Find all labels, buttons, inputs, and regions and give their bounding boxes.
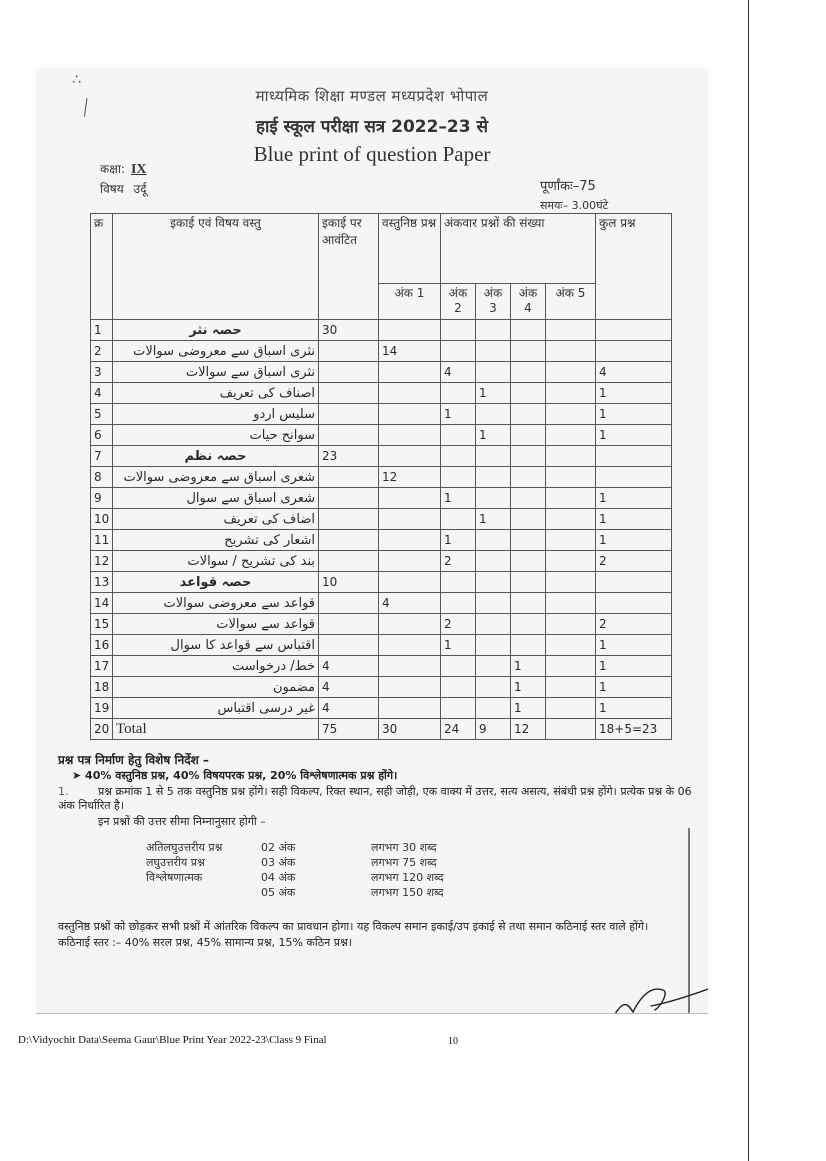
row-topic: مضمون xyxy=(113,677,319,698)
table-row xyxy=(91,677,672,698)
blueprint-table xyxy=(90,213,672,740)
table-row xyxy=(91,320,672,341)
row-number: 16 xyxy=(91,635,113,656)
row-mark-2: 2 xyxy=(441,614,476,635)
table-row xyxy=(91,593,672,614)
row-number: 8 xyxy=(91,467,113,488)
row-allotted xyxy=(319,509,379,530)
class-line xyxy=(100,160,147,178)
row-objective xyxy=(379,446,441,467)
exam-session: हाई स्कूल परीक्षा सत्र 2022–23 से xyxy=(255,117,488,137)
row-mark-5 xyxy=(546,341,596,362)
row-objective xyxy=(379,383,441,404)
row-mark-3 xyxy=(476,677,511,698)
instruction-bullet: ➤ 40% वस्तुनिष्ठ प्रश्न, 40% विषयपरक प्रश्न, 20% विश्लेषणात्मक प्रश्न होंगे। xyxy=(72,769,398,782)
row-mark-4 xyxy=(511,425,546,446)
table-row xyxy=(91,467,672,488)
instruction-1 xyxy=(58,785,698,813)
row-mark-5 xyxy=(546,446,596,467)
row-total: 1 xyxy=(596,656,672,677)
row-total: 1 xyxy=(596,530,672,551)
row-objective: 4 xyxy=(379,593,441,614)
row-topic: قواعد سے معروضی سوالات xyxy=(113,593,319,614)
table-row xyxy=(91,656,672,677)
row-mark-5 xyxy=(546,656,596,677)
row-number: 4 xyxy=(91,383,113,404)
instructions xyxy=(58,753,698,831)
row-allotted: 4 xyxy=(319,677,379,698)
row-topic: حصہ قواعد xyxy=(113,572,319,593)
row-objective: 12 xyxy=(379,467,441,488)
row-mark-2 xyxy=(441,698,476,719)
class-label: कक्षा: xyxy=(100,162,125,176)
row-number: 17 xyxy=(91,656,113,677)
row-objective: 30 xyxy=(379,719,441,740)
row-mark-2 xyxy=(441,446,476,467)
table-row xyxy=(91,404,672,425)
row-mark-2 xyxy=(441,509,476,530)
exam-time: समयः– 3.00घंटे xyxy=(540,199,609,212)
row-topic: شعری اسباق سے سوال xyxy=(113,488,319,509)
row-mark-3: 9 xyxy=(476,719,511,740)
row-mark-4 xyxy=(511,446,546,467)
limit-row xyxy=(146,870,491,885)
instruction-1-index: 1. xyxy=(58,785,69,798)
row-mark-4: 1 xyxy=(511,698,546,719)
table-row xyxy=(91,425,672,446)
scan-mark-icon: ╲ xyxy=(77,99,94,117)
row-mark-2: 1 xyxy=(441,404,476,425)
row-total xyxy=(596,446,672,467)
row-objective xyxy=(379,635,441,656)
row-mark-3 xyxy=(476,572,511,593)
row-number: 5 xyxy=(91,404,113,425)
row-mark-3 xyxy=(476,551,511,572)
row-number: 14 xyxy=(91,593,113,614)
scan-mark-icon: ∴ xyxy=(72,72,81,88)
row-topic: غیر درسی اقتباس xyxy=(113,698,319,719)
limit-words: लगभग 75 शब्द xyxy=(371,856,437,869)
row-topic: نثری اسباق سے سوالات xyxy=(113,362,319,383)
row-mark-3 xyxy=(476,341,511,362)
table-row xyxy=(91,614,672,635)
row-mark-2 xyxy=(441,593,476,614)
table-row xyxy=(91,635,672,656)
row-number: 1 xyxy=(91,320,113,341)
row-allotted: 4 xyxy=(319,656,379,677)
max-marks: पूर्णांकः–75 xyxy=(540,179,596,194)
row-topic: سلیس اردو xyxy=(113,404,319,425)
row-mark-2 xyxy=(441,677,476,698)
limit-marks: 04 अंक xyxy=(261,871,296,884)
row-topic: اقتباس سے قواعد کا سوال xyxy=(113,635,319,656)
row-mark-4 xyxy=(511,614,546,635)
subject-label: विषय xyxy=(100,182,124,196)
limits-intro: इन प्रश्नों की उत्तर सीमा निम्नानुसार होगी – xyxy=(98,815,266,828)
page-number: 10 xyxy=(448,1036,458,1047)
row-total: 1 xyxy=(596,677,672,698)
table-row xyxy=(91,698,672,719)
row-total: 18+5=23 xyxy=(596,719,672,740)
row-allotted: 75 xyxy=(319,719,379,740)
row-mark-4: 1 xyxy=(511,656,546,677)
table-row xyxy=(91,362,672,383)
file-path: D:\Vidyochit Data\Seema Gaur\Blue Print Year 2022-23\Class 9 Final xyxy=(18,1034,327,1046)
limit-type xyxy=(146,885,261,900)
row-topic: اصناف کی تعریف xyxy=(113,383,319,404)
table-row xyxy=(91,572,672,593)
row-number: 13 xyxy=(91,572,113,593)
row-mark-3 xyxy=(476,698,511,719)
instruction-2: वस्तुनिष्ठ प्रश्नों को छोड़कर सभी प्रश्नों में आंतरिक विकल्प का प्रावधान होगा। यह विकल्प समान इकाई/उप इकाई से तथा समान कठिनाई स्तर वाले होंगे। xyxy=(58,920,649,933)
row-topic: اشعار کی تشریح xyxy=(113,530,319,551)
row-topic: حصہ نظم xyxy=(113,446,319,467)
row-total: 4 xyxy=(596,362,672,383)
row-mark-5 xyxy=(546,614,596,635)
row-mark-3 xyxy=(476,446,511,467)
row-allotted xyxy=(319,362,379,383)
table-row xyxy=(91,530,672,551)
scanned-document xyxy=(36,68,708,1014)
header-mark-5: अंक 5 xyxy=(546,284,596,320)
row-allotted xyxy=(319,383,379,404)
row-objective xyxy=(379,698,441,719)
row-objective xyxy=(379,530,441,551)
row-objective: 14 xyxy=(379,341,441,362)
row-mark-5 xyxy=(546,362,596,383)
row-number: 19 xyxy=(91,698,113,719)
row-allotted xyxy=(319,341,379,362)
header-objective: वस्तुनिष्ठ प्रश्न xyxy=(379,214,441,284)
row-number: 20 xyxy=(91,719,113,740)
row-objective xyxy=(379,425,441,446)
row-mark-4 xyxy=(511,341,546,362)
document-title: Blue print of question Paper xyxy=(253,142,491,166)
row-objective xyxy=(379,614,441,635)
header-mark-1: अंक 1 xyxy=(379,284,441,320)
row-mark-4: 12 xyxy=(511,719,546,740)
row-total: 1 xyxy=(596,488,672,509)
row-mark-3 xyxy=(476,320,511,341)
row-topic: بند کی تشریح / سوالات xyxy=(113,551,319,572)
limit-words: लगभग 30 शब्द xyxy=(371,841,437,854)
row-mark-5 xyxy=(546,320,596,341)
row-mark-2: 1 xyxy=(441,530,476,551)
row-mark-4 xyxy=(511,362,546,383)
row-total xyxy=(596,467,672,488)
instruction-1-text: प्रश्न क्रमांक 1 से 5 तक वस्तुनिष्ठ प्रश्न होंगे। सही विकल्प, रिक्त स्थान, सही जोड़ी, एक वाक्य में उत्तर, सत्य असत्य, संबंधी प्रश्न होंगे। प्रत्येक प्रश्न के 06 अंक निर्धारित है। xyxy=(58,785,692,812)
row-number: 10 xyxy=(91,509,113,530)
row-mark-4 xyxy=(511,572,546,593)
header-allotted: इकाई पर आवंटित xyxy=(319,214,379,320)
row-total xyxy=(596,320,672,341)
row-topic: سوانح حیات xyxy=(113,425,319,446)
row-mark-5 xyxy=(546,530,596,551)
row-mark-2 xyxy=(441,383,476,404)
header-sno: क्र xyxy=(91,214,113,320)
row-total xyxy=(596,341,672,362)
row-mark-3 xyxy=(476,614,511,635)
row-topic: حصہ نثر xyxy=(113,320,319,341)
limit-words: लगभग 150 शब्द xyxy=(371,886,444,899)
row-mark-3 xyxy=(476,656,511,677)
row-mark-4 xyxy=(511,467,546,488)
row-mark-5 xyxy=(546,425,596,446)
row-objective xyxy=(379,509,441,530)
row-mark-3 xyxy=(476,593,511,614)
row-allotted xyxy=(319,488,379,509)
row-total xyxy=(596,593,672,614)
row-mark-2: 24 xyxy=(441,719,476,740)
class-value: IX xyxy=(130,162,147,177)
row-mark-4 xyxy=(511,593,546,614)
row-mark-5 xyxy=(546,698,596,719)
table-row xyxy=(91,488,672,509)
row-allotted xyxy=(319,635,379,656)
row-mark-2: 4 xyxy=(441,362,476,383)
row-mark-5 xyxy=(546,635,596,656)
subject-line xyxy=(100,180,146,197)
row-mark-5 xyxy=(546,719,596,740)
row-objective xyxy=(379,320,441,341)
page-right-rule xyxy=(748,0,749,1161)
table-body xyxy=(91,320,672,740)
table-row xyxy=(91,509,672,530)
row-topic: اضاف کی تعریف xyxy=(113,509,319,530)
row-objective xyxy=(379,572,441,593)
limit-row xyxy=(146,885,491,900)
row-number: 11 xyxy=(91,530,113,551)
row-mark-5 xyxy=(546,572,596,593)
row-allotted xyxy=(319,530,379,551)
row-mark-3 xyxy=(476,488,511,509)
limit-type: विश्लेषणात्मक xyxy=(146,871,203,884)
row-mark-3 xyxy=(476,362,511,383)
limit-type: लघुउत्तरीय प्रश्न xyxy=(146,856,205,869)
header-markwise: अंकवार प्रश्नों की संख्या xyxy=(441,214,596,284)
row-mark-4 xyxy=(511,383,546,404)
header-total: कुल प्रश्न xyxy=(596,214,672,320)
header-unit: इकाई एवं विषय वस्तु xyxy=(113,214,319,320)
row-mark-2: 2 xyxy=(441,551,476,572)
row-allotted xyxy=(319,614,379,635)
answer-limits xyxy=(146,840,491,900)
row-total: 1 xyxy=(596,635,672,656)
table-row xyxy=(91,383,672,404)
row-mark-4 xyxy=(511,530,546,551)
board-name: माध्यमिक शिक्षा मण्डल मध्यप्रदेश भोपाल xyxy=(255,87,489,105)
row-mark-3 xyxy=(476,467,511,488)
row-total: 2 xyxy=(596,551,672,572)
table-row xyxy=(91,551,672,572)
row-mark-5 xyxy=(546,677,596,698)
row-objective xyxy=(379,488,441,509)
row-mark-4 xyxy=(511,320,546,341)
limit-row xyxy=(146,855,491,870)
row-mark-5 xyxy=(546,551,596,572)
row-allotted xyxy=(319,467,379,488)
row-allotted xyxy=(319,593,379,614)
table-row xyxy=(91,446,672,467)
row-allotted: 30 xyxy=(319,320,379,341)
instructions-continued xyxy=(58,920,698,952)
table-row xyxy=(91,719,672,740)
row-total xyxy=(596,572,672,593)
row-mark-5 xyxy=(546,404,596,425)
row-mark-4 xyxy=(511,404,546,425)
row-allotted: 23 xyxy=(319,446,379,467)
table-row xyxy=(91,341,672,362)
table-header-row xyxy=(91,214,672,284)
row-total: 1 xyxy=(596,698,672,719)
row-mark-3: 1 xyxy=(476,425,511,446)
row-mark-2 xyxy=(441,425,476,446)
row-number: 3 xyxy=(91,362,113,383)
row-mark-4 xyxy=(511,509,546,530)
header-mark-4: अंक 4 xyxy=(511,284,546,320)
row-objective xyxy=(379,656,441,677)
row-number: 15 xyxy=(91,614,113,635)
row-mark-5 xyxy=(546,593,596,614)
row-mark-3 xyxy=(476,635,511,656)
row-number: 7 xyxy=(91,446,113,467)
row-total: 1 xyxy=(596,404,672,425)
row-topic: نثری اسباق سے معروضی سوالات xyxy=(113,341,319,362)
header-mark-2: अंक 2 xyxy=(441,284,476,320)
row-mark-2 xyxy=(441,572,476,593)
limit-row xyxy=(146,840,491,855)
row-allotted xyxy=(319,404,379,425)
row-topic: شعری اسباق سے معروضی سوالات xyxy=(113,467,319,488)
row-allotted: 4 xyxy=(319,698,379,719)
row-mark-4: 1 xyxy=(511,677,546,698)
row-mark-5 xyxy=(546,509,596,530)
row-total: 2 xyxy=(596,614,672,635)
instruction-3: कठिनाई स्तर :– 40% सरल प्रश्न, 45% सामान्य प्रश्न, 15% कठिन प्रश्न। xyxy=(58,936,352,949)
row-topic: Total xyxy=(113,719,319,740)
row-mark-4 xyxy=(511,488,546,509)
limit-marks: 05 अंक xyxy=(261,886,296,899)
row-mark-2 xyxy=(441,320,476,341)
row-allotted: 10 xyxy=(319,572,379,593)
row-mark-5 xyxy=(546,383,596,404)
row-mark-2: 1 xyxy=(441,635,476,656)
row-number: 9 xyxy=(91,488,113,509)
limit-type: अतिलघुउत्तरीय प्रश्न xyxy=(146,841,223,854)
row-topic: خط/ درخواست xyxy=(113,656,319,677)
row-mark-3 xyxy=(476,404,511,425)
row-total: 1 xyxy=(596,383,672,404)
header-mark-3: अंक 3 xyxy=(476,284,511,320)
row-number: 2 xyxy=(91,341,113,362)
row-objective xyxy=(379,551,441,572)
instructions-heading: प्रश्न पत्र निर्माण हेतु विशेष निर्देश – xyxy=(58,753,209,767)
row-mark-5 xyxy=(546,467,596,488)
limit-words: लगभग 120 शब्द xyxy=(371,871,444,884)
row-objective xyxy=(379,404,441,425)
row-mark-2: 1 xyxy=(441,488,476,509)
row-number: 6 xyxy=(91,425,113,446)
row-topic: قواعد سے سوالات xyxy=(113,614,319,635)
signature-icon xyxy=(611,976,708,1014)
row-mark-3: 1 xyxy=(476,383,511,404)
row-mark-3: 1 xyxy=(476,509,511,530)
row-mark-4 xyxy=(511,551,546,572)
limit-marks: 03 अंक xyxy=(261,856,296,869)
row-number: 18 xyxy=(91,677,113,698)
row-total: 1 xyxy=(596,425,672,446)
row-allotted xyxy=(319,425,379,446)
row-allotted xyxy=(319,551,379,572)
row-objective xyxy=(379,677,441,698)
row-mark-5 xyxy=(546,488,596,509)
row-objective xyxy=(379,362,441,383)
row-mark-2 xyxy=(441,656,476,677)
row-mark-4 xyxy=(511,635,546,656)
row-mark-3 xyxy=(476,530,511,551)
row-total: 1 xyxy=(596,509,672,530)
subject-value: उर्दू xyxy=(133,182,147,196)
row-number: 12 xyxy=(91,551,113,572)
row-mark-2 xyxy=(441,467,476,488)
limit-marks: 02 अंक xyxy=(261,841,296,854)
row-mark-2 xyxy=(441,341,476,362)
